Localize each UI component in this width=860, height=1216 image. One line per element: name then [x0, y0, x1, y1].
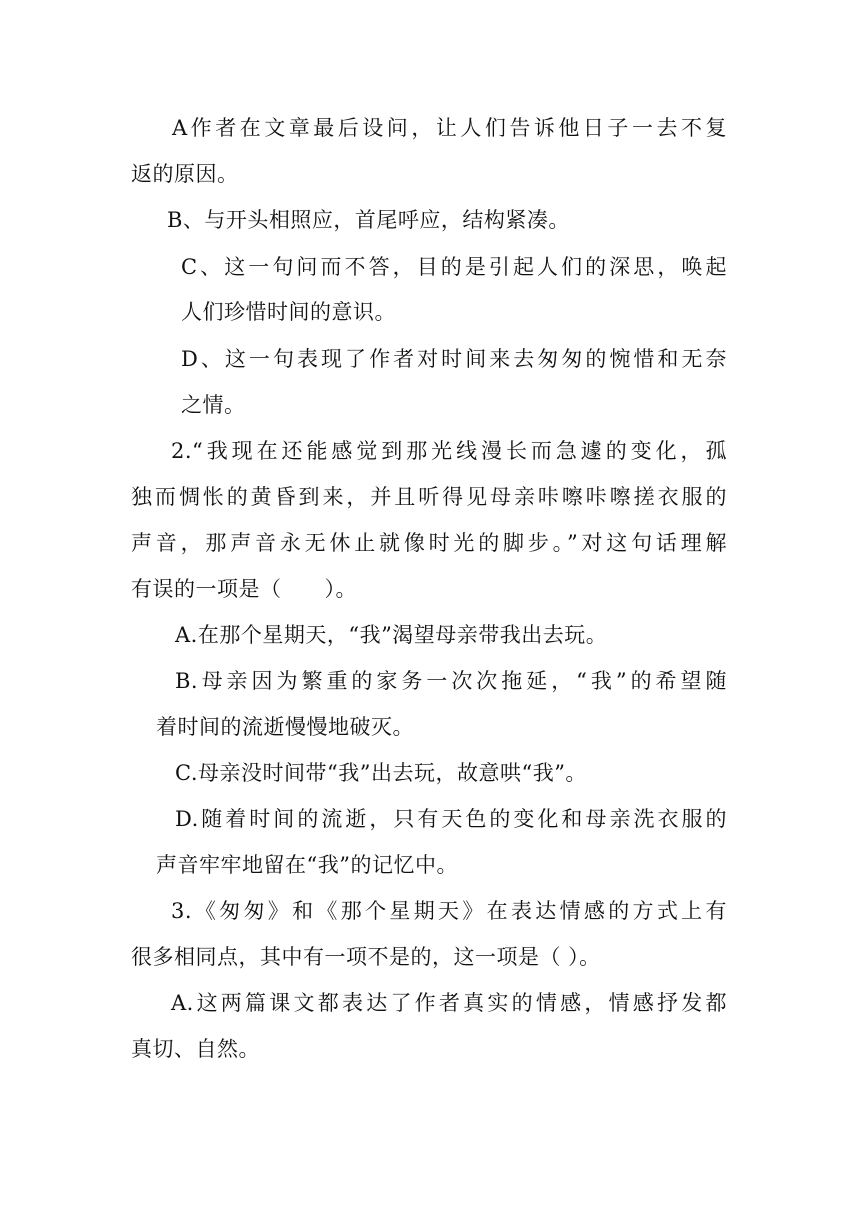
text-line: A.在那个星期天，“我”渴望母亲带我出去玩。	[175, 623, 608, 647]
text-line: D、这一句表现了作者对时间来去匆匆的惋惜和无奈	[181, 347, 727, 371]
text-line: 着时间的流逝慢慢地破灭。	[156, 715, 414, 739]
text-line: 人们珍惜时间的意识。	[181, 300, 396, 324]
text-line: 声音，那声音永无休止就像时光的脚步。”对这句话理解	[131, 531, 727, 555]
text-line: A作者在文章最后设问，让人们告诉他日子一去不复	[172, 116, 727, 140]
text-line: 之情。	[181, 393, 246, 417]
text-line: 很多相同点，其中有一项不是的，这一项是（ ）。	[131, 945, 601, 969]
text-line: 有误的一项是（ ）。	[131, 577, 357, 601]
text-line: 3.《匆匆》和《那个星期天》在表达情感的方式上有	[171, 899, 727, 923]
text-line: D.随着时间的流逝，只有天色的变化和母亲洗衣服的	[175, 807, 727, 831]
text-line: C、这一句问而不答，目的是引起人们的深思，唤起	[181, 255, 727, 279]
text-line: 2.“我现在还能感觉到那光线漫长而急遽的变化，孤	[171, 439, 727, 463]
text-line: 声音牢牢地留在“我”的记忆中。	[156, 853, 458, 877]
text-line: A.这两篇课文都表达了作者真实的情感，情感抒发都	[171, 991, 727, 1015]
text-line: 真切、自然。	[131, 1037, 260, 1061]
text-line: B、与开头相照应，首尾呼应，结构紧凑。	[167, 208, 570, 232]
text-line: 返的原因。	[131, 162, 239, 186]
text-line: C.母亲没时间带“我”出去玩，故意哄“我”。	[175, 761, 587, 785]
text-line: B.母亲因为繁重的家务一次次拖延，“我”的希望随	[175, 669, 727, 693]
text-line: 独而惆怅的黄昏到来，并且听得见母亲咔嚓咔嚓搓衣服的	[131, 485, 727, 509]
